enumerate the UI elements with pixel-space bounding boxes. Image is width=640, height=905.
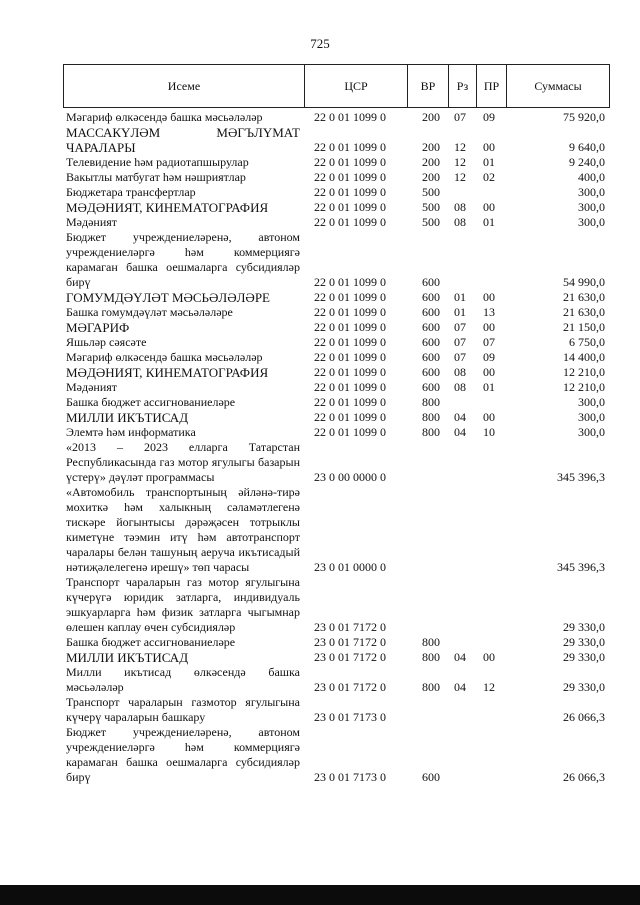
cell-vr: 600 bbox=[422, 335, 440, 349]
cell-rz: 04 bbox=[454, 650, 466, 664]
cell-sum: 21 630,0 bbox=[563, 305, 605, 319]
cell-rz: 07 bbox=[454, 110, 466, 124]
cell-sum: 300,0 bbox=[578, 200, 605, 214]
cell-pr: 01 bbox=[483, 215, 495, 229]
cell-name: «Автомобиль транспортының әйләнә-тирә мохиткә һәм халыкның сәламәтлегенә тискәре йогынтысы дәрәҗәсен тотрыклы киметүне тәэмин итү һәм автотранспорт чаралары белән ташуның аеруча икътисадый нәтиҗәлелегенә ирешү» төп чарасы bbox=[66, 485, 300, 574]
cell-pr: 10 bbox=[483, 425, 495, 439]
cell-vr: 600 bbox=[422, 350, 440, 364]
page-number: 725 bbox=[310, 36, 330, 51]
table-row bbox=[63, 350, 609, 365]
cell-pr: 00 bbox=[483, 200, 495, 214]
table-row bbox=[63, 110, 609, 125]
cell-vr: 200 bbox=[422, 170, 440, 184]
cell-rz bbox=[448, 695, 476, 725]
cell-name: Башка бюджет ассигнованиеләре bbox=[66, 395, 236, 409]
cell-vr: 600 bbox=[422, 320, 440, 334]
cell-rz bbox=[448, 485, 476, 575]
table-row bbox=[63, 650, 609, 665]
cell-sum: 300,0 bbox=[578, 410, 605, 424]
cell-sum: 300,0 bbox=[578, 215, 605, 229]
cell-csr: 23 0 01 0000 0 bbox=[314, 560, 386, 574]
cell-name: Башка гомумдәүләт мәсьәләләре bbox=[66, 305, 233, 319]
cell-name: МӘДӘНИЯТ, КИНЕМАТОГРАФИЯ bbox=[66, 200, 269, 215]
cell-name: Мәгариф өлкәсендә башка мәсьәләләр bbox=[66, 350, 263, 364]
cell-pr: 09 bbox=[483, 110, 495, 124]
cell-name: Транспорт чараларын газмотор ягулыгына күчерү чараларын башкару bbox=[66, 695, 300, 724]
cell-sum: 12 210,0 bbox=[563, 365, 605, 379]
table-row bbox=[63, 395, 609, 410]
cell-sum: 12 210,0 bbox=[563, 380, 605, 394]
cell-pr: 02 bbox=[483, 170, 495, 184]
cell-rz: 12 bbox=[454, 140, 466, 154]
cell-rz: 01 bbox=[454, 305, 466, 319]
table-row bbox=[63, 215, 609, 230]
cell-csr: 22 0 01 1099 0 bbox=[314, 215, 386, 229]
table-row bbox=[63, 665, 609, 695]
cell-csr: 23 0 01 7172 0 bbox=[314, 650, 386, 664]
cell-rz bbox=[448, 185, 476, 200]
table-row bbox=[63, 575, 609, 635]
header-rz: Рз bbox=[449, 65, 477, 108]
cell-rz: 01 bbox=[454, 290, 466, 304]
cell-sum: 29 330,0 bbox=[563, 635, 605, 649]
cell-vr: 800 bbox=[422, 635, 440, 649]
cell-pr: 00 bbox=[483, 140, 495, 154]
cell-csr: 23 0 01 7173 0 bbox=[314, 710, 386, 724]
cell-rz bbox=[448, 635, 476, 650]
cell-rz bbox=[448, 230, 476, 290]
cell-name: МИЛЛИ ИКЪТИСАД bbox=[66, 410, 189, 425]
cell-csr: 23 0 01 7172 0 bbox=[314, 680, 386, 694]
cell-rz: 07 bbox=[454, 350, 466, 364]
cell-name: Мәдәният bbox=[66, 380, 118, 394]
cell-csr: 22 0 01 1099 0 bbox=[314, 110, 386, 124]
cell-pr: 00 bbox=[483, 410, 495, 424]
cell-name: ГОМУМДӘҮЛӘТ МӘСЬӘЛӘЛӘРЕ bbox=[66, 290, 270, 305]
cell-pr bbox=[476, 575, 506, 635]
cell-vr: 600 bbox=[422, 365, 440, 379]
cell-csr: 22 0 01 1099 0 bbox=[314, 335, 386, 349]
table-row bbox=[63, 185, 609, 200]
cell-pr bbox=[476, 485, 506, 575]
cell-rz: 04 bbox=[454, 680, 466, 694]
table-row bbox=[63, 320, 609, 335]
table-row bbox=[63, 440, 609, 485]
table-row bbox=[63, 125, 609, 155]
cell-vr bbox=[407, 575, 448, 635]
cell-name: Бюджетара трансфертлар bbox=[66, 185, 196, 199]
cell-sum: 29 330,0 bbox=[563, 680, 605, 694]
cell-csr: 22 0 01 1099 0 bbox=[314, 365, 386, 379]
cell-pr bbox=[476, 230, 506, 290]
cell-rz bbox=[448, 725, 476, 785]
cell-vr: 200 bbox=[422, 140, 440, 154]
header-pr: ПР bbox=[477, 65, 507, 108]
cell-csr: 22 0 01 1099 0 bbox=[314, 200, 386, 214]
cell-name: Башка бюджет ассигнованиеләре bbox=[66, 635, 236, 649]
cell-vr: 600 bbox=[422, 380, 440, 394]
cell-name: МӘДӘНИЯТ, КИНЕМАТОГРАФИЯ bbox=[66, 365, 269, 380]
cell-sum: 9 640,0 bbox=[569, 140, 605, 154]
cell-csr: 23 0 01 7172 0 bbox=[314, 635, 386, 649]
cell-sum: 21 150,0 bbox=[563, 320, 605, 334]
cell-pr bbox=[476, 185, 506, 200]
cell-pr: 00 bbox=[483, 365, 495, 379]
cell-csr: 22 0 01 1099 0 bbox=[314, 410, 386, 424]
cell-pr: 00 bbox=[483, 290, 495, 304]
cell-sum: 54 990,0 bbox=[563, 275, 605, 289]
cell-sum: 400,0 bbox=[578, 170, 605, 184]
table-row bbox=[63, 290, 609, 305]
table-row bbox=[63, 635, 609, 650]
cell-pr bbox=[476, 440, 506, 485]
cell-sum: 14 400,0 bbox=[563, 350, 605, 364]
cell-name: Телевидение һәм радиотапшырулар bbox=[66, 155, 249, 169]
cell-csr: 22 0 01 1099 0 bbox=[314, 425, 386, 439]
table-row bbox=[63, 305, 609, 320]
cell-name: «2013 – 2023 елларга Татарстан Республикасында газ мотор ягулыгы базарын үстерү» дәүләт программасы bbox=[66, 440, 300, 484]
cell-name: Яшьләр сәясәте bbox=[66, 335, 147, 349]
cell-vr: 800 bbox=[422, 395, 440, 409]
cell-csr: 22 0 01 1099 0 bbox=[314, 395, 386, 409]
cell-csr: 22 0 01 1099 0 bbox=[314, 185, 386, 199]
cell-rz: 04 bbox=[454, 425, 466, 439]
cell-vr bbox=[407, 695, 448, 725]
cell-name: Бюджет учреждениеләренә, автоном учреждениеләргә һәм коммерциягә карамаган башка оешмаларга субсидияләр бирү bbox=[66, 230, 300, 289]
cell-csr: 23 0 01 7173 0 bbox=[314, 770, 386, 784]
cell-name: Транспорт чараларын газ мотор ягулыгына күчерүгә юридик затларга, индивидуаль эшкуарларга һәм физик затларга чыгымнар өлешен каплау өчен субсидияләр bbox=[66, 575, 300, 634]
cell-name: Мәдәният bbox=[66, 215, 118, 229]
cell-csr: 23 0 00 0000 0 bbox=[314, 470, 386, 484]
cell-vr: 200 bbox=[422, 110, 440, 124]
cell-pr: 00 bbox=[483, 320, 495, 334]
cell-sum: 29 330,0 bbox=[563, 650, 605, 664]
header-vr: ВР bbox=[408, 65, 449, 108]
cell-name: Мәгариф өлкәсендә башка мәсьәләләр bbox=[66, 110, 263, 124]
table-header bbox=[63, 64, 610, 108]
cell-vr: 500 bbox=[422, 185, 440, 199]
cell-pr bbox=[476, 635, 506, 650]
budget-table bbox=[63, 110, 609, 785]
cell-pr: 12 bbox=[483, 680, 495, 694]
cell-name: Вакытлы матбугат һәм нәшриятлар bbox=[66, 170, 246, 184]
cell-rz bbox=[448, 440, 476, 485]
cell-vr: 600 bbox=[422, 275, 440, 289]
cell-vr: 500 bbox=[422, 200, 440, 214]
header-row bbox=[64, 65, 610, 108]
cell-pr: 01 bbox=[483, 155, 495, 169]
header-csr: ЦСР bbox=[305, 65, 408, 108]
table-row bbox=[63, 155, 609, 170]
table-row bbox=[63, 365, 609, 380]
table-row bbox=[63, 335, 609, 350]
header-name: Исеме bbox=[64, 65, 305, 108]
cell-rz: 07 bbox=[454, 320, 466, 334]
cell-vr: 800 bbox=[422, 425, 440, 439]
cell-csr: 22 0 01 1099 0 bbox=[314, 350, 386, 364]
cell-vr bbox=[407, 485, 448, 575]
table-row bbox=[63, 230, 609, 290]
cell-rz: 08 bbox=[454, 365, 466, 379]
cell-name: МӘГАРИФ bbox=[66, 320, 130, 335]
table-row bbox=[63, 695, 609, 725]
cell-vr: 800 bbox=[422, 410, 440, 424]
cell-rz: 07 bbox=[454, 335, 466, 349]
cell-name: Милли икътисад өлкәсендә башка мәсьәләләр bbox=[66, 665, 300, 694]
cell-sum: 21 630,0 bbox=[563, 290, 605, 304]
table-row bbox=[63, 410, 609, 425]
cell-sum: 300,0 bbox=[578, 185, 605, 199]
cell-pr bbox=[476, 395, 506, 410]
cell-rz: 08 bbox=[454, 380, 466, 394]
cell-sum: 26 066,3 bbox=[563, 710, 605, 724]
cell-name: Элемтә һәм информатика bbox=[66, 425, 196, 439]
cell-pr: 07 bbox=[483, 335, 495, 349]
budget-table-body bbox=[63, 110, 609, 785]
cell-pr bbox=[476, 695, 506, 725]
cell-sum: 26 066,3 bbox=[563, 770, 605, 784]
cell-vr bbox=[407, 440, 448, 485]
cell-pr bbox=[476, 725, 506, 785]
cell-csr: 22 0 01 1099 0 bbox=[314, 170, 386, 184]
cell-csr: 22 0 01 1099 0 bbox=[314, 305, 386, 319]
cell-vr: 600 bbox=[422, 770, 440, 784]
table-row bbox=[63, 380, 609, 395]
cell-rz: 08 bbox=[454, 215, 466, 229]
cell-vr: 800 bbox=[422, 680, 440, 694]
header-sum: Суммасы bbox=[507, 65, 610, 108]
cell-name: Бюджет учреждениеләренә, автоном учреждениеләргә һәм коммерциягә карамаган башка оешмаларга субсидияләр бирү bbox=[66, 725, 300, 784]
table-row bbox=[63, 200, 609, 215]
table-row bbox=[63, 170, 609, 185]
cell-rz: 04 bbox=[454, 410, 466, 424]
cell-sum: 9 240,0 bbox=[569, 155, 605, 169]
cell-csr: 22 0 01 1099 0 bbox=[314, 290, 386, 304]
cell-pr: 09 bbox=[483, 350, 495, 364]
cell-name: МИЛЛИ ИКЪТИСАД bbox=[66, 650, 189, 665]
cell-csr: 22 0 01 1099 0 bbox=[314, 320, 386, 334]
cell-sum: 345 396,3 bbox=[557, 470, 605, 484]
cell-csr: 22 0 01 1099 0 bbox=[314, 380, 386, 394]
cell-name: МАССАКҮЛӘМ МӘГЪЛҮМАТ ЧАРАЛАРЫ bbox=[66, 125, 300, 155]
cell-vr: 500 bbox=[422, 215, 440, 229]
cell-csr: 22 0 01 1099 0 bbox=[314, 275, 386, 289]
table-row bbox=[63, 725, 609, 785]
table-row bbox=[63, 485, 609, 575]
cell-sum: 6 750,0 bbox=[569, 335, 605, 349]
cell-rz: 12 bbox=[454, 170, 466, 184]
cell-vr: 200 bbox=[422, 155, 440, 169]
cell-sum: 29 330,0 bbox=[563, 620, 605, 634]
cell-csr: 22 0 01 1099 0 bbox=[314, 155, 386, 169]
cell-rz: 08 bbox=[454, 200, 466, 214]
cell-pr: 01 bbox=[483, 380, 495, 394]
cell-vr: 600 bbox=[422, 305, 440, 319]
cell-sum: 75 920,0 bbox=[563, 110, 605, 124]
cell-rz: 12 bbox=[454, 155, 466, 169]
scan-bottom-edge bbox=[0, 885, 640, 905]
cell-vr: 600 bbox=[422, 290, 440, 304]
cell-sum: 300,0 bbox=[578, 425, 605, 439]
cell-sum: 345 396,3 bbox=[557, 560, 605, 574]
cell-csr: 22 0 01 1099 0 bbox=[314, 140, 386, 154]
cell-rz bbox=[448, 575, 476, 635]
cell-vr: 800 bbox=[422, 650, 440, 664]
cell-sum: 300,0 bbox=[578, 395, 605, 409]
table-row bbox=[63, 425, 609, 440]
cell-pr: 13 bbox=[483, 305, 495, 319]
cell-pr: 00 bbox=[483, 650, 495, 664]
cell-rz bbox=[448, 395, 476, 410]
cell-csr: 23 0 01 7172 0 bbox=[314, 620, 386, 634]
